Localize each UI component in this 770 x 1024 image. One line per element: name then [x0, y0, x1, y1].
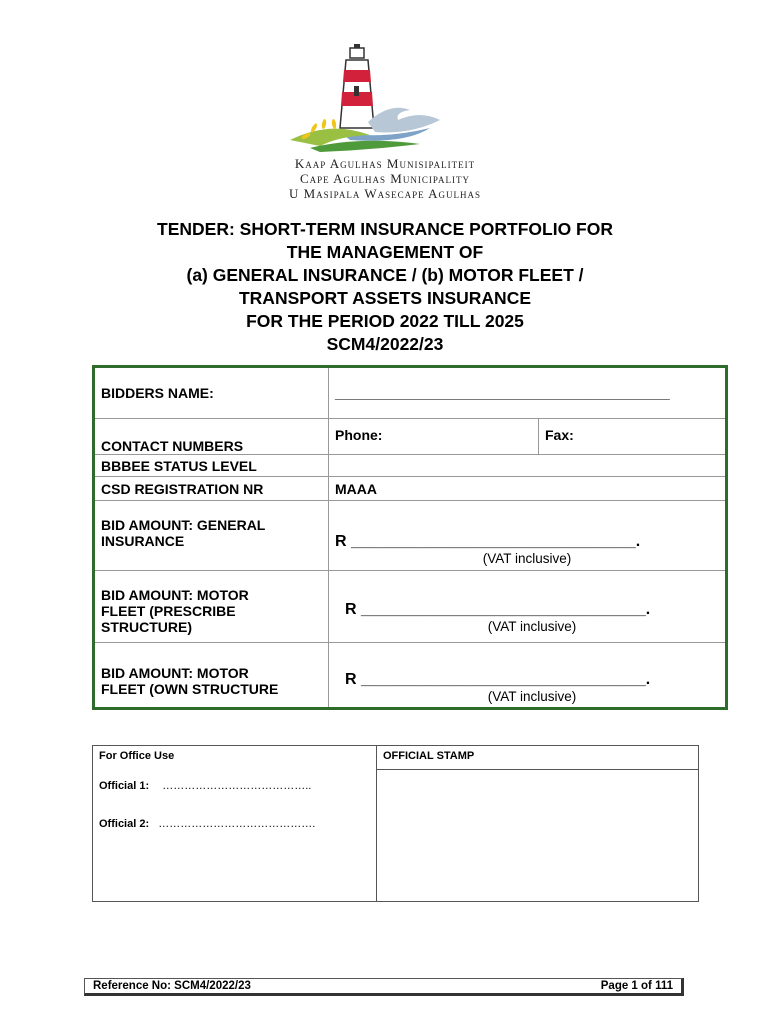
document-title — [60, 218, 710, 356]
page-number: Page 1 of 111 — [600, 980, 673, 992]
fax-field[interactable]: Fax: — [539, 419, 727, 455]
office-use-heading: For Office Use — [93, 746, 377, 770]
bid-general-label — [94, 501, 329, 571]
bid-details-table — [92, 365, 728, 710]
vat-note: (VAT inclusive) — [487, 689, 577, 704]
label-line: FLEET (PRESCRIBE — [101, 603, 236, 619]
municipality-name-afrikaans: Kaap Agulhas Munisipaliteit — [294, 156, 476, 171]
municipality-logo — [280, 40, 480, 160]
municipality-name-xhosa: U Masipala Wasecape Agulhas — [288, 186, 482, 201]
title-line: TRANSPORT ASSETS INSURANCE — [238, 288, 531, 308]
label-line: BID AMOUNT: GENERAL — [101, 517, 266, 533]
title-line: TENDER: SHORT-TERM INSURANCE PORTFOLIO FOR — [157, 219, 613, 239]
title-line: SCM4/2022/23 — [326, 334, 444, 354]
bid-prescribe-field[interactable] — [329, 571, 727, 643]
official-2-label: Official 2: — [99, 817, 150, 830]
amount-line: R ________________________________. — [335, 533, 641, 550]
phone-field[interactable]: Phone: — [329, 419, 539, 455]
label-line: BID AMOUNT: MOTOR — [101, 587, 249, 603]
reference-number: Reference No: SCM4/2022/23 — [93, 980, 251, 992]
csd-field[interactable]: MAAA — [329, 477, 727, 501]
label-line: STRUCTURE) — [101, 619, 192, 635]
bidders-name-field[interactable]: ___________________________________________ — [329, 367, 727, 419]
bidders-name-label: BIDDERS NAME: — [94, 367, 329, 419]
title-line: FOR THE PERIOD 2022 TILL 2025 — [246, 311, 524, 331]
bbbee-label: BBBEE STATUS LEVEL — [94, 455, 329, 477]
official-stamp-area — [377, 770, 699, 902]
csd-label: CSD REGISTRATION NR — [94, 477, 329, 501]
office-use-table — [92, 745, 699, 902]
municipality-name-english: Cape Agulhas Municipality — [299, 171, 471, 186]
bid-prescribe-label — [94, 571, 329, 643]
title-line: (a) GENERAL INSURANCE / (b) MOTOR FLEET / — [186, 265, 584, 285]
vat-note: (VAT inclusive) — [482, 551, 572, 566]
official-1-label: Official 1: — [99, 779, 150, 792]
bid-own-field[interactable] — [329, 643, 727, 709]
official-stamp-heading: OFFICIAL STAMP — [377, 746, 699, 770]
officials-cell — [93, 770, 377, 902]
title-line: THE MANAGEMENT OF — [286, 242, 484, 262]
official-2-field[interactable]: ……………………………………. — [158, 817, 316, 830]
label-line: INSURANCE — [101, 533, 185, 549]
bbbee-field[interactable] — [329, 455, 727, 477]
page-footer — [84, 978, 684, 996]
amount-line: R ________________________________. — [345, 601, 651, 618]
official-1-field[interactable]: ………………………………….. — [162, 779, 312, 792]
bid-general-field[interactable] — [329, 501, 727, 571]
label-line: FLEET (OWN STRUCTURE — [101, 681, 279, 697]
vat-note: (VAT inclusive) — [487, 619, 577, 634]
amount-line: R ________________________________. — [345, 671, 651, 688]
bid-own-label — [94, 643, 329, 709]
contact-numbers-label: CONTACT NUMBERS — [94, 419, 329, 455]
label-line: BID AMOUNT: MOTOR — [101, 665, 249, 681]
